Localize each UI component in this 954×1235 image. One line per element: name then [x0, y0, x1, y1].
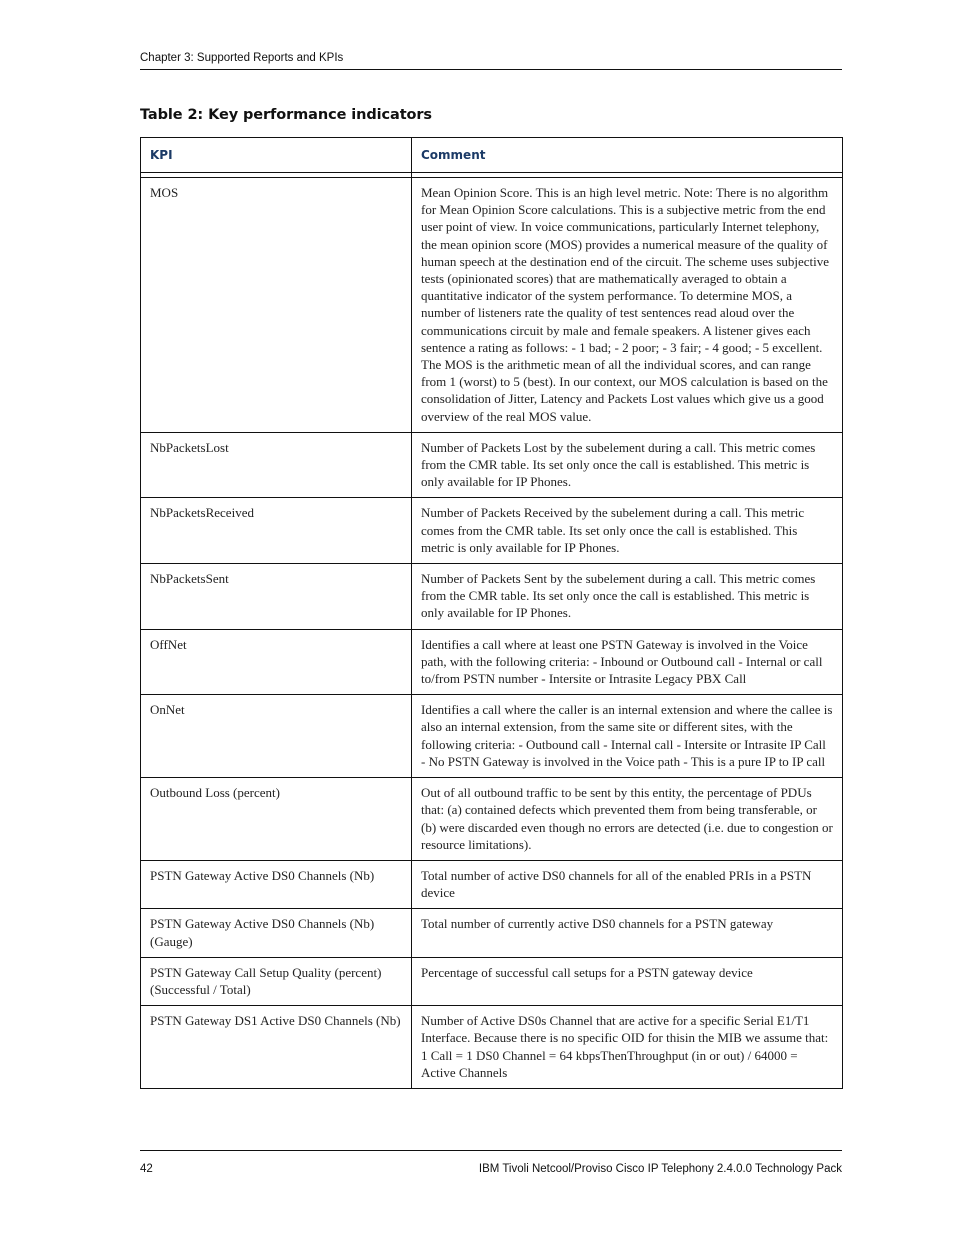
kpi-comment-cell: Mean Opinion Score. This is an high level metric. Note: There is no algorithm for Mean Opinion Score calculations. This is a subjective metric from the end user point of view. In voice communications, particularly Internet telephony, the mean opinion score (MOS) provides a numerical measure of the quality of human speech at the destination end of the circuit. The scheme uses subjective tests (opinionated scores) that are mathematically averaged to obtain a quantitative indicator of the system performance. To determine MOS, a number of listeners rate the quality of test sentences read aloud over the communications circuit by male and female speakers. A listener gives each sentence a rating as follows: - 1 bad; - 2 poor; - 3 fair; - 4 good; - 5 excellent. The MOS is the arithmetic mean of all the individual scores, and can range from 1 (worst) to 5 (best). In our context, our MOS calculation is based on the consolidation of Jitter, Latency and Packets Lost values which give us a good overview of the real MOS value. — [412, 178, 843, 433]
table-row — [141, 629, 843, 695]
kpi-name-cell: PSTN Gateway DS1 Active DS0 Channels (Nb) — [141, 1006, 412, 1089]
kpi-comment-cell: Number of Packets Lost by the subelement during a call. This metric comes from the CMR table. Its set only once the call is established. This metric is only available for IP Phones. — [412, 432, 843, 498]
kpi-comment-cell: Out of all outbound traffic to be sent by this entity, the percentage of PDUs that: (a) contained defects which prevented them from being transferable, or (b) were discarded even though no errors are detected (i.e. due to congestion or resource limitations). — [412, 778, 843, 861]
header-divider — [140, 69, 842, 70]
table-header-row — [141, 138, 843, 173]
kpi-name-cell: PSTN Gateway Active DS0 Channels (Nb) — [141, 860, 412, 908]
kpi-comment-cell: Number of Packets Received by the subelement during a call. This metric comes from the CMR table. Its set only once the call is established. This metric is only available for IP Phones. — [412, 498, 843, 564]
kpi-comment-cell: Number of Active DS0s Channel that are active for a specific Serial E1/T1 Interface. Because there is no specific OID for thisin the MIB we assume that: 1 Call = 1 DS0 Channel = 64 kbpsThenThroughput (in or out) / 64000 = Active Channels — [412, 1006, 843, 1089]
kpi-comment-cell: Identifies a call where at least one PSTN Gateway is involved in the Voice path, with the following criteria: - Inbound or Outbound call - Internal or call to/from PSTN number - Intersite or Intrasite Legacy PBX Call — [412, 629, 843, 695]
table-row — [141, 564, 843, 630]
kpi-name-cell: NbPacketsLost — [141, 432, 412, 498]
column-header-kpi: KPI — [141, 138, 412, 173]
table-row — [141, 432, 843, 498]
table-row — [141, 1006, 843, 1089]
kpi-table — [140, 137, 843, 1089]
column-header-comment: Comment — [412, 138, 843, 173]
table-row — [141, 860, 843, 908]
kpi-comment-cell: Number of Packets Sent by the subelement during a call. This metric comes from the CMR table. Its set only once the call is established. This metric is only available for IP Phones. — [412, 564, 843, 630]
footer-title: IBM Tivoli Netcool/Proviso Cisco IP Telephony 2.4.0.0 Technology Pack — [478, 1163, 842, 1175]
table-row — [141, 778, 843, 861]
table-body — [141, 173, 843, 1089]
table-caption: Table 2: Key performance indicators — [140, 107, 432, 123]
table-row — [141, 498, 843, 564]
running-header: Chapter 3: Supported Reports and KPIs — [140, 52, 344, 64]
kpi-name-cell: PSTN Gateway Call Setup Quality (percent) (Successful / Total) — [141, 957, 412, 1005]
kpi-comment-cell: Total number of currently active DS0 channels for a PSTN gateway — [412, 909, 843, 957]
kpi-name-cell: OffNet — [141, 629, 412, 695]
kpi-comment-cell: Percentage of successful call setups for a PSTN gateway device — [412, 957, 843, 1005]
kpi-comment-cell: Total number of active DS0 channels for all of the enabled PRIs in a PSTN device — [412, 860, 843, 908]
kpi-name-cell: NbPacketsSent — [141, 564, 412, 630]
footer-divider — [140, 1150, 842, 1151]
table-row — [141, 695, 843, 778]
page-number: 42 — [140, 1163, 153, 1175]
kpi-name-cell: PSTN Gateway Active DS0 Channels (Nb) (Gauge) — [141, 909, 412, 957]
table-row — [141, 178, 843, 433]
kpi-name-cell: Outbound Loss (percent) — [141, 778, 412, 861]
table-row — [141, 957, 843, 1005]
kpi-name-cell: MOS — [141, 178, 412, 433]
table-row — [141, 909, 843, 957]
kpi-name-cell: OnNet — [141, 695, 412, 778]
kpi-comment-cell: Identifies a call where the caller is an internal extension and where the callee is also an internal extension, from the same site or different sites, with the following criteria: - Outbound call - Internal call - Intersite or Intrasite IP Call - No PSTN Gateway is involved in the Voice path - This is a pure IP to IP call — [412, 695, 843, 778]
kpi-name-cell: NbPacketsReceived — [141, 498, 412, 564]
